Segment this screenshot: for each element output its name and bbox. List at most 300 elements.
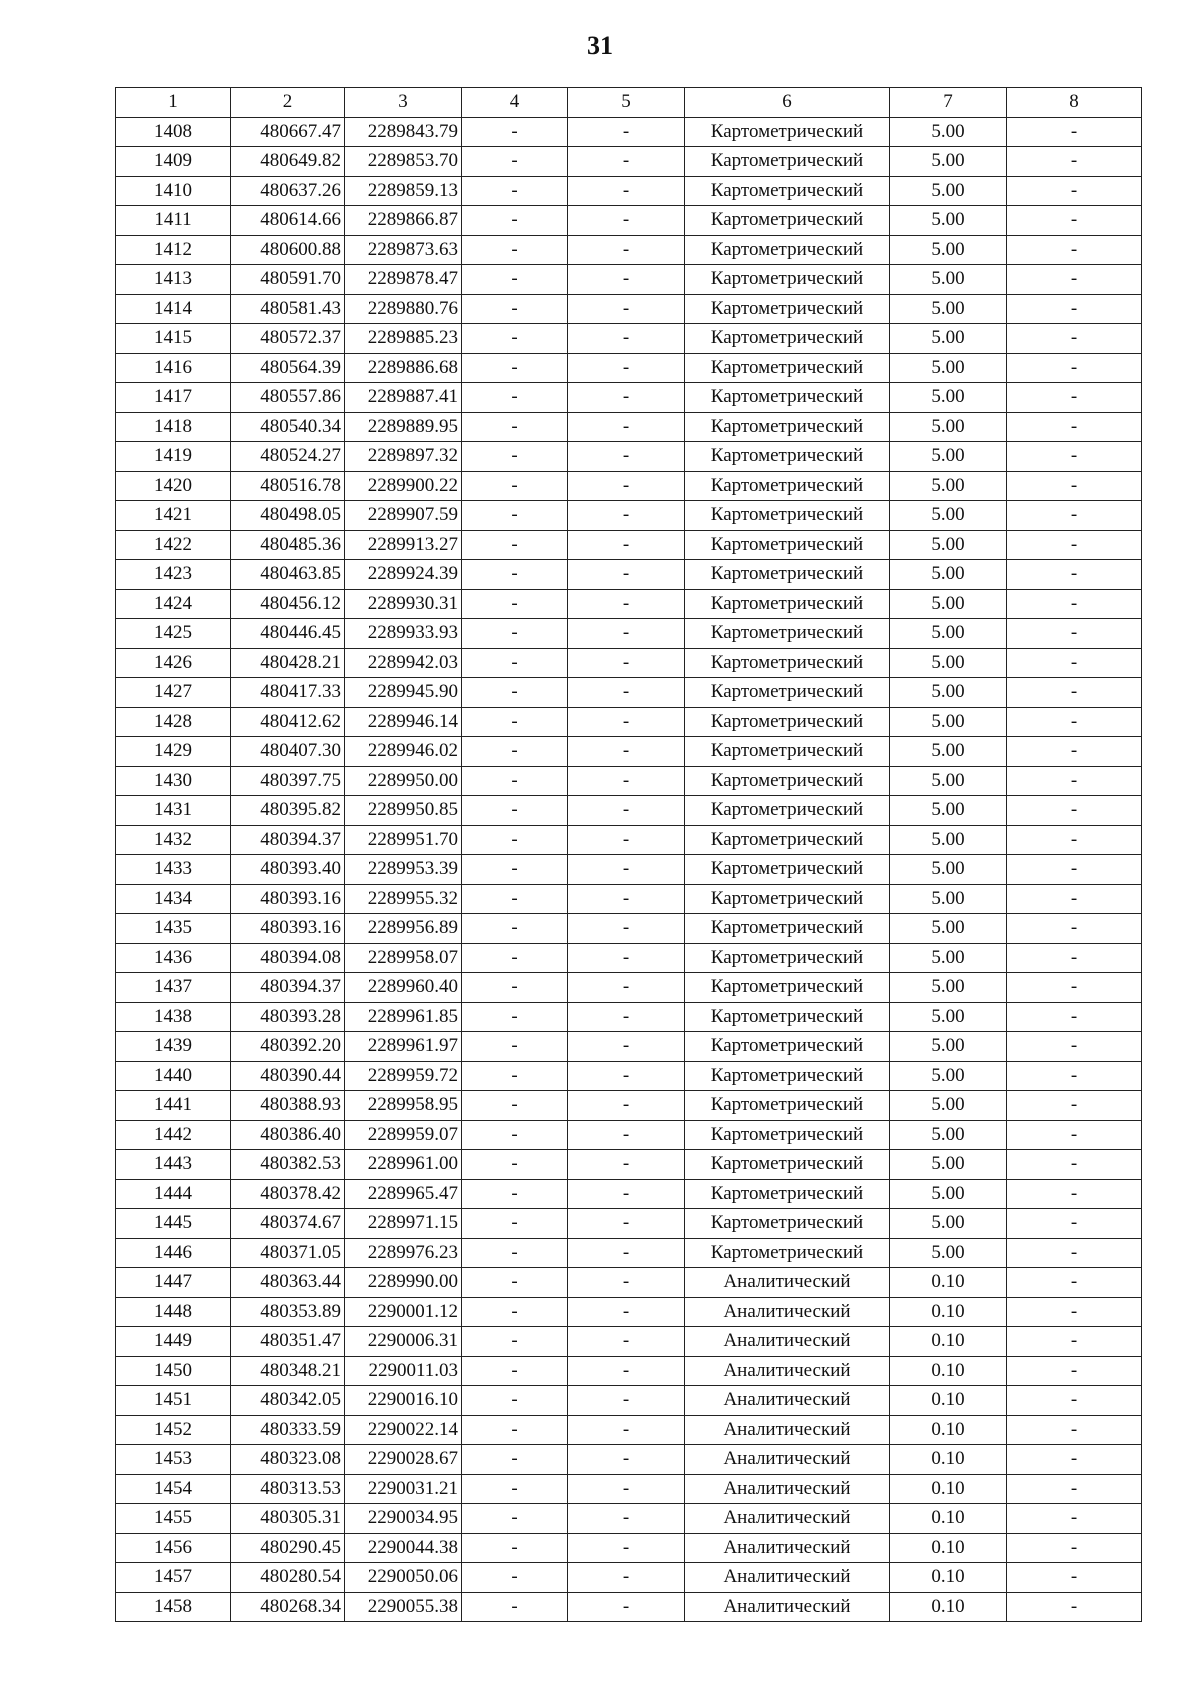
col5-cell: -: [568, 1445, 685, 1475]
table-row: [116, 973, 1142, 1003]
col8-cell: -: [1007, 943, 1142, 973]
col5-cell: -: [568, 737, 685, 767]
col8-cell: -: [1007, 825, 1142, 855]
method-cell: Аналитический: [685, 1356, 890, 1386]
x-coordinate-cell: 480268.34: [231, 1592, 345, 1622]
col4-cell: -: [462, 1061, 568, 1091]
y-coordinate-cell: 2289961.85: [345, 1002, 462, 1032]
table-row: [116, 442, 1142, 472]
method-cell: Картометрический: [685, 589, 890, 619]
x-coordinate-cell: 480323.08: [231, 1445, 345, 1475]
x-coordinate-cell: 480305.31: [231, 1504, 345, 1534]
x-coordinate-cell: 480290.45: [231, 1533, 345, 1563]
point-number-cell: 1421: [116, 501, 231, 531]
method-cell: Картометрический: [685, 707, 890, 737]
col4-cell: -: [462, 206, 568, 236]
col4-cell: -: [462, 1238, 568, 1268]
accuracy-cell: 0.10: [890, 1563, 1007, 1593]
col5-cell: -: [568, 796, 685, 826]
method-cell: Аналитический: [685, 1563, 890, 1593]
col4-cell: -: [462, 501, 568, 531]
col8-cell: -: [1007, 589, 1142, 619]
accuracy-cell: 5.00: [890, 589, 1007, 619]
col8-cell: -: [1007, 1533, 1142, 1563]
col5-cell: -: [568, 1504, 685, 1534]
table-row: [116, 353, 1142, 383]
col8-cell: -: [1007, 1238, 1142, 1268]
accuracy-cell: 0.10: [890, 1533, 1007, 1563]
accuracy-cell: 5.00: [890, 442, 1007, 472]
col8-cell: -: [1007, 766, 1142, 796]
x-coordinate-cell: 480428.21: [231, 648, 345, 678]
table-body: [116, 117, 1142, 1622]
accuracy-cell: 5.00: [890, 1179, 1007, 1209]
x-coordinate-cell: 480348.21: [231, 1356, 345, 1386]
col4-cell: -: [462, 235, 568, 265]
accuracy-cell: 5.00: [890, 235, 1007, 265]
method-cell: Аналитический: [685, 1533, 890, 1563]
x-coordinate-cell: 480390.44: [231, 1061, 345, 1091]
table-row: [116, 1445, 1142, 1475]
col8-cell: -: [1007, 294, 1142, 324]
col8-cell: -: [1007, 471, 1142, 501]
col5-cell: -: [568, 1533, 685, 1563]
accuracy-cell: 5.00: [890, 855, 1007, 885]
y-coordinate-cell: 2289843.79: [345, 117, 462, 147]
accuracy-cell: 5.00: [890, 1002, 1007, 1032]
accuracy-cell: 5.00: [890, 176, 1007, 206]
col8-cell: -: [1007, 206, 1142, 236]
col4-cell: -: [462, 1032, 568, 1062]
y-coordinate-cell: 2289880.76: [345, 294, 462, 324]
y-coordinate-cell: 2289933.93: [345, 619, 462, 649]
method-cell: Картометрический: [685, 235, 890, 265]
col8-cell: -: [1007, 442, 1142, 472]
col8-cell: -: [1007, 855, 1142, 885]
method-cell: Аналитический: [685, 1445, 890, 1475]
table-row: [116, 1356, 1142, 1386]
column-header: 8: [1007, 88, 1142, 118]
col5-cell: -: [568, 1563, 685, 1593]
y-coordinate-cell: 2289946.14: [345, 707, 462, 737]
y-coordinate-cell: 2289961.97: [345, 1032, 462, 1062]
method-cell: Картометрический: [685, 943, 890, 973]
col5-cell: -: [568, 825, 685, 855]
method-cell: Картометрический: [685, 855, 890, 885]
point-number-cell: 1422: [116, 530, 231, 560]
y-coordinate-cell: 2290022.14: [345, 1415, 462, 1445]
col5-cell: -: [568, 412, 685, 442]
y-coordinate-cell: 2289889.95: [345, 412, 462, 442]
method-cell: Картометрический: [685, 412, 890, 442]
method-cell: Картометрический: [685, 471, 890, 501]
y-coordinate-cell: 2289958.95: [345, 1091, 462, 1121]
col5-cell: -: [568, 1238, 685, 1268]
point-number-cell: 1414: [116, 294, 231, 324]
y-coordinate-cell: 2290034.95: [345, 1504, 462, 1534]
col5-cell: -: [568, 1209, 685, 1239]
col4-cell: -: [462, 825, 568, 855]
col8-cell: -: [1007, 1356, 1142, 1386]
table-row: [116, 914, 1142, 944]
x-coordinate-cell: 480363.44: [231, 1268, 345, 1298]
col8-cell: -: [1007, 1120, 1142, 1150]
col5-cell: -: [568, 294, 685, 324]
x-coordinate-cell: 480388.93: [231, 1091, 345, 1121]
method-cell: Картометрический: [685, 442, 890, 472]
x-coordinate-cell: 480371.05: [231, 1238, 345, 1268]
table-row: [116, 589, 1142, 619]
point-number-cell: 1445: [116, 1209, 231, 1239]
x-coordinate-cell: 480393.28: [231, 1002, 345, 1032]
y-coordinate-cell: 2289942.03: [345, 648, 462, 678]
point-number-cell: 1437: [116, 973, 231, 1003]
col8-cell: -: [1007, 1386, 1142, 1416]
col8-cell: -: [1007, 1179, 1142, 1209]
x-coordinate-cell: 480498.05: [231, 501, 345, 531]
method-cell: Картометрический: [685, 1061, 890, 1091]
accuracy-cell: 5.00: [890, 501, 1007, 531]
x-coordinate-cell: 480374.67: [231, 1209, 345, 1239]
point-number-cell: 1426: [116, 648, 231, 678]
method-cell: Картометрический: [685, 324, 890, 354]
point-number-cell: 1424: [116, 589, 231, 619]
method-cell: Картометрический: [685, 501, 890, 531]
col5-cell: -: [568, 766, 685, 796]
x-coordinate-cell: 480392.20: [231, 1032, 345, 1062]
x-coordinate-cell: 480393.16: [231, 884, 345, 914]
point-number-cell: 1448: [116, 1297, 231, 1327]
accuracy-cell: 5.00: [890, 973, 1007, 1003]
x-coordinate-cell: 480407.30: [231, 737, 345, 767]
y-coordinate-cell: 2289965.47: [345, 1179, 462, 1209]
method-cell: Картометрический: [685, 619, 890, 649]
col5-cell: -: [568, 501, 685, 531]
col8-cell: -: [1007, 235, 1142, 265]
point-number-cell: 1457: [116, 1563, 231, 1593]
column-header: 1: [116, 88, 231, 118]
method-cell: Картометрический: [685, 914, 890, 944]
y-coordinate-cell: 2289859.13: [345, 176, 462, 206]
col4-cell: -: [462, 973, 568, 1003]
col5-cell: -: [568, 1386, 685, 1416]
col5-cell: -: [568, 353, 685, 383]
coordinates-table: [115, 87, 1142, 1622]
table-row: [116, 943, 1142, 973]
table-row: [116, 1120, 1142, 1150]
table-row: [116, 1504, 1142, 1534]
x-coordinate-cell: 480540.34: [231, 412, 345, 442]
table-row: [116, 825, 1142, 855]
col4-cell: -: [462, 648, 568, 678]
table-row: [116, 1150, 1142, 1180]
y-coordinate-cell: 2289873.63: [345, 235, 462, 265]
table-row: [116, 117, 1142, 147]
col5-cell: -: [568, 560, 685, 590]
col4-cell: -: [462, 265, 568, 295]
x-coordinate-cell: 480591.70: [231, 265, 345, 295]
col4-cell: -: [462, 147, 568, 177]
x-coordinate-cell: 480393.40: [231, 855, 345, 885]
col8-cell: -: [1007, 1268, 1142, 1298]
table-header-row: [116, 88, 1142, 118]
accuracy-cell: 0.10: [890, 1268, 1007, 1298]
y-coordinate-cell: 2290006.31: [345, 1327, 462, 1357]
method-cell: Картометрический: [685, 117, 890, 147]
x-coordinate-cell: 480572.37: [231, 324, 345, 354]
accuracy-cell: 5.00: [890, 678, 1007, 708]
method-cell: Картометрический: [685, 1238, 890, 1268]
col8-cell: -: [1007, 707, 1142, 737]
y-coordinate-cell: 2289853.70: [345, 147, 462, 177]
col8-cell: -: [1007, 324, 1142, 354]
col4-cell: -: [462, 1445, 568, 1475]
table-row: [116, 796, 1142, 826]
x-coordinate-cell: 480564.39: [231, 353, 345, 383]
x-coordinate-cell: 480516.78: [231, 471, 345, 501]
y-coordinate-cell: 2289950.85: [345, 796, 462, 826]
table-row: [116, 412, 1142, 442]
y-coordinate-cell: 2290031.21: [345, 1474, 462, 1504]
accuracy-cell: 5.00: [890, 884, 1007, 914]
col4-cell: -: [462, 884, 568, 914]
col5-cell: -: [568, 1120, 685, 1150]
col5-cell: -: [568, 707, 685, 737]
accuracy-cell: 0.10: [890, 1386, 1007, 1416]
col8-cell: -: [1007, 796, 1142, 826]
table-row: [116, 678, 1142, 708]
col4-cell: -: [462, 796, 568, 826]
method-cell: Аналитический: [685, 1415, 890, 1445]
table-row: [116, 1474, 1142, 1504]
method-cell: Аналитический: [685, 1386, 890, 1416]
x-coordinate-cell: 480386.40: [231, 1120, 345, 1150]
y-coordinate-cell: 2289913.27: [345, 530, 462, 560]
y-coordinate-cell: 2289930.31: [345, 589, 462, 619]
col8-cell: -: [1007, 1032, 1142, 1062]
table-row: [116, 1209, 1142, 1239]
col8-cell: -: [1007, 737, 1142, 767]
y-coordinate-cell: 2290044.38: [345, 1533, 462, 1563]
col5-cell: -: [568, 265, 685, 295]
table-row: [116, 619, 1142, 649]
column-header: 7: [890, 88, 1007, 118]
x-coordinate-cell: 480394.08: [231, 943, 345, 973]
column-header: 4: [462, 88, 568, 118]
point-number-cell: 1430: [116, 766, 231, 796]
column-header: 2: [231, 88, 345, 118]
x-coordinate-cell: 480394.37: [231, 825, 345, 855]
col4-cell: -: [462, 560, 568, 590]
col4-cell: -: [462, 914, 568, 944]
point-number-cell: 1453: [116, 1445, 231, 1475]
col4-cell: -: [462, 1002, 568, 1032]
x-coordinate-cell: 480581.43: [231, 294, 345, 324]
accuracy-cell: 5.00: [890, 412, 1007, 442]
point-number-cell: 1425: [116, 619, 231, 649]
accuracy-cell: 5.00: [890, 324, 1007, 354]
accuracy-cell: 5.00: [890, 1150, 1007, 1180]
col8-cell: -: [1007, 1297, 1142, 1327]
point-number-cell: 1438: [116, 1002, 231, 1032]
col5-cell: -: [568, 1297, 685, 1327]
col8-cell: -: [1007, 973, 1142, 1003]
method-cell: Картометрический: [685, 648, 890, 678]
method-cell: Аналитический: [685, 1297, 890, 1327]
col4-cell: -: [462, 442, 568, 472]
page-number: 31: [587, 31, 613, 60]
accuracy-cell: 5.00: [890, 1209, 1007, 1239]
point-number-cell: 1452: [116, 1415, 231, 1445]
coordinates-table-container: [115, 87, 1141, 1622]
col5-cell: -: [568, 176, 685, 206]
method-cell: Картометрический: [685, 825, 890, 855]
col8-cell: -: [1007, 884, 1142, 914]
method-cell: Картометрический: [685, 265, 890, 295]
x-coordinate-cell: 480397.75: [231, 766, 345, 796]
point-number-cell: 1413: [116, 265, 231, 295]
table-row: [116, 1091, 1142, 1121]
col5-cell: -: [568, 206, 685, 236]
col5-cell: -: [568, 117, 685, 147]
x-coordinate-cell: 480412.62: [231, 707, 345, 737]
point-number-cell: 1416: [116, 353, 231, 383]
accuracy-cell: 5.00: [890, 825, 1007, 855]
y-coordinate-cell: 2290011.03: [345, 1356, 462, 1386]
col8-cell: -: [1007, 530, 1142, 560]
x-coordinate-cell: 480342.05: [231, 1386, 345, 1416]
y-coordinate-cell: 2289866.87: [345, 206, 462, 236]
x-coordinate-cell: 480463.85: [231, 560, 345, 590]
y-coordinate-cell: 2289956.89: [345, 914, 462, 944]
col8-cell: -: [1007, 1563, 1142, 1593]
accuracy-cell: 5.00: [890, 471, 1007, 501]
col5-cell: -: [568, 973, 685, 1003]
col4-cell: -: [462, 412, 568, 442]
col4-cell: -: [462, 1592, 568, 1622]
table-row: [116, 1179, 1142, 1209]
point-number-cell: 1420: [116, 471, 231, 501]
col4-cell: -: [462, 1386, 568, 1416]
y-coordinate-cell: 2289960.40: [345, 973, 462, 1003]
table-row: [116, 1327, 1142, 1357]
accuracy-cell: 0.10: [890, 1445, 1007, 1475]
col4-cell: -: [462, 1563, 568, 1593]
col5-cell: -: [568, 914, 685, 944]
table-row: [116, 383, 1142, 413]
point-number-cell: 1458: [116, 1592, 231, 1622]
accuracy-cell: 0.10: [890, 1592, 1007, 1622]
accuracy-cell: 5.00: [890, 117, 1007, 147]
x-coordinate-cell: 480382.53: [231, 1150, 345, 1180]
table-row: [116, 855, 1142, 885]
x-coordinate-cell: 480557.86: [231, 383, 345, 413]
col5-cell: -: [568, 589, 685, 619]
x-coordinate-cell: 480600.88: [231, 235, 345, 265]
col4-cell: -: [462, 1120, 568, 1150]
method-cell: Аналитический: [685, 1327, 890, 1357]
col4-cell: -: [462, 737, 568, 767]
y-coordinate-cell: 2289878.47: [345, 265, 462, 295]
accuracy-cell: 5.00: [890, 914, 1007, 944]
y-coordinate-cell: 2290016.10: [345, 1386, 462, 1416]
col5-cell: -: [568, 471, 685, 501]
x-coordinate-cell: 480637.26: [231, 176, 345, 206]
point-number-cell: 1454: [116, 1474, 231, 1504]
table-row: [116, 324, 1142, 354]
col8-cell: -: [1007, 501, 1142, 531]
col5-cell: -: [568, 1327, 685, 1357]
col8-cell: -: [1007, 1002, 1142, 1032]
method-cell: Аналитический: [685, 1268, 890, 1298]
col4-cell: -: [462, 1209, 568, 1239]
col4-cell: -: [462, 383, 568, 413]
accuracy-cell: 5.00: [890, 353, 1007, 383]
table-row: [116, 1002, 1142, 1032]
x-coordinate-cell: 480333.59: [231, 1415, 345, 1445]
col8-cell: -: [1007, 560, 1142, 590]
table-row: [116, 1032, 1142, 1062]
method-cell: Картометрический: [685, 560, 890, 590]
accuracy-cell: 5.00: [890, 1120, 1007, 1150]
x-coordinate-cell: 480280.54: [231, 1563, 345, 1593]
y-coordinate-cell: 2289958.07: [345, 943, 462, 973]
accuracy-cell: 0.10: [890, 1504, 1007, 1534]
col8-cell: -: [1007, 1592, 1142, 1622]
table-row: [116, 1238, 1142, 1268]
x-coordinate-cell: 480524.27: [231, 442, 345, 472]
col5-cell: -: [568, 1150, 685, 1180]
col8-cell: -: [1007, 176, 1142, 206]
y-coordinate-cell: 2289885.23: [345, 324, 462, 354]
col5-cell: -: [568, 884, 685, 914]
col4-cell: -: [462, 471, 568, 501]
point-number-cell: 1440: [116, 1061, 231, 1091]
col8-cell: -: [1007, 383, 1142, 413]
col8-cell: -: [1007, 412, 1142, 442]
accuracy-cell: 0.10: [890, 1356, 1007, 1386]
col4-cell: -: [462, 943, 568, 973]
x-coordinate-cell: 480614.66: [231, 206, 345, 236]
table-row: [116, 560, 1142, 590]
x-coordinate-cell: 480485.36: [231, 530, 345, 560]
method-cell: Картометрический: [685, 796, 890, 826]
col4-cell: -: [462, 1415, 568, 1445]
col5-cell: -: [568, 1061, 685, 1091]
col5-cell: -: [568, 855, 685, 885]
col5-cell: -: [568, 442, 685, 472]
point-number-cell: 1444: [116, 1179, 231, 1209]
col5-cell: -: [568, 1268, 685, 1298]
y-coordinate-cell: 2289961.00: [345, 1150, 462, 1180]
y-coordinate-cell: 2289953.39: [345, 855, 462, 885]
col4-cell: -: [462, 353, 568, 383]
col4-cell: -: [462, 678, 568, 708]
point-number-cell: 1446: [116, 1238, 231, 1268]
table-row: [116, 1061, 1142, 1091]
method-cell: Картометрический: [685, 884, 890, 914]
method-cell: Картометрический: [685, 147, 890, 177]
method-cell: Картометрический: [685, 530, 890, 560]
col5-cell: -: [568, 1592, 685, 1622]
y-coordinate-cell: 2289946.02: [345, 737, 462, 767]
y-coordinate-cell: 2289945.90: [345, 678, 462, 708]
accuracy-cell: 0.10: [890, 1297, 1007, 1327]
accuracy-cell: 5.00: [890, 206, 1007, 236]
table-row: [116, 707, 1142, 737]
point-number-cell: 1427: [116, 678, 231, 708]
y-coordinate-cell: 2290028.67: [345, 1445, 462, 1475]
